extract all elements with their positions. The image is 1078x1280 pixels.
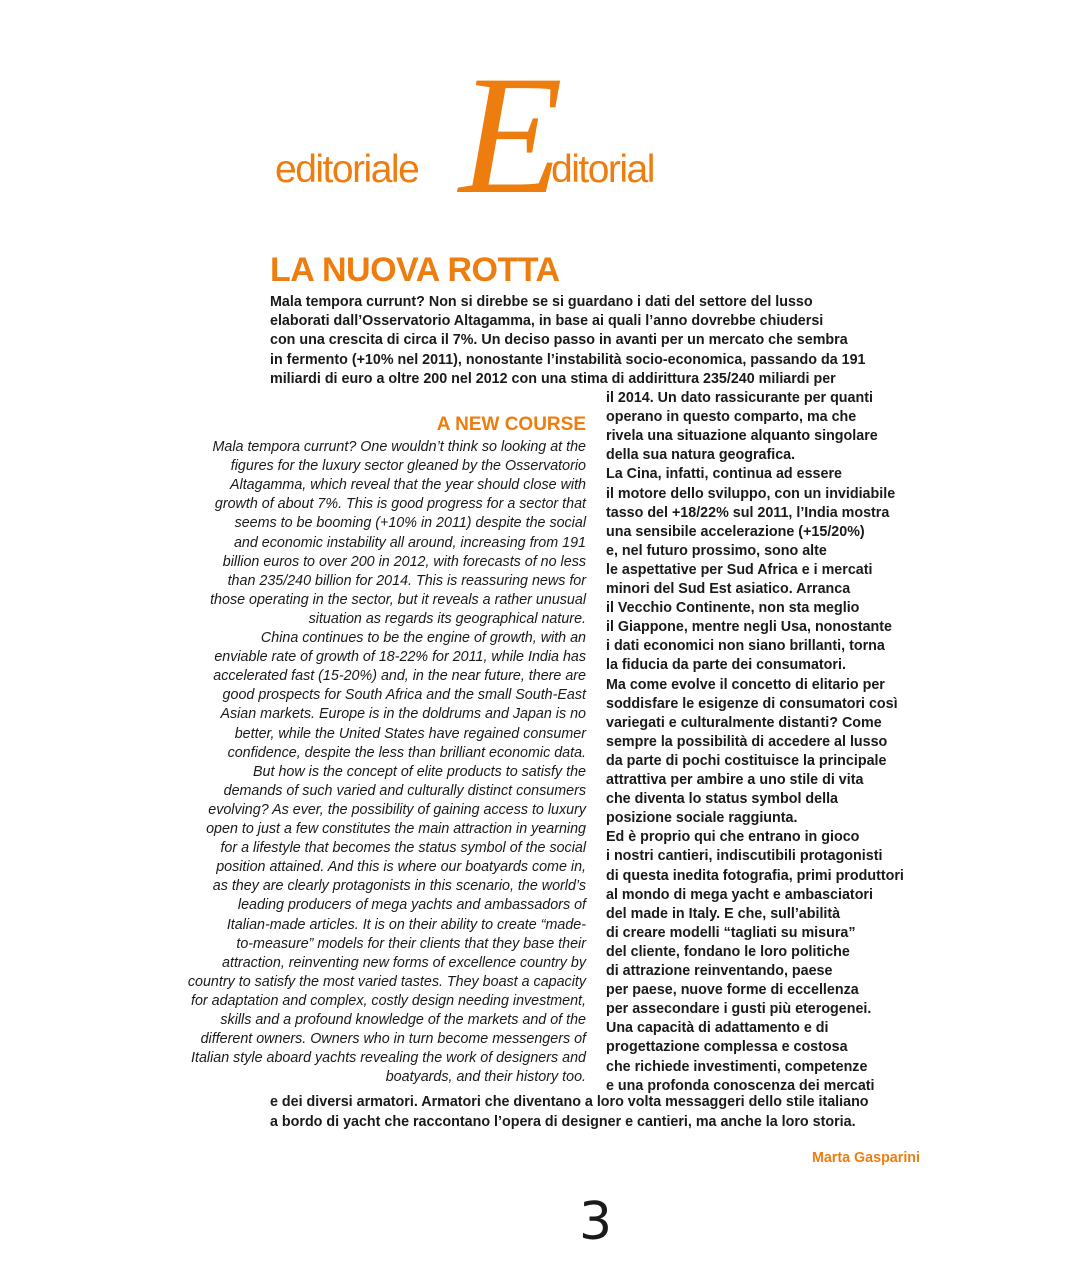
text-line: rivela una situazione alquanto singolare xyxy=(606,428,878,445)
text-line: per assecondare i gusti più eterogenei. xyxy=(606,1001,872,1018)
text-line: growth of about 7%. This is good progress for a sector that xyxy=(214,496,586,513)
text-line: e dei diversi armatori. Armatori che diventano a loro volta messaggeri dello stile italiano xyxy=(270,1094,869,1110)
text-line: attrattiva per ambire a uno stile di vita xyxy=(606,772,864,788)
header-word-editoriale: editoriale xyxy=(275,148,419,191)
text-line: la fiducia da parte dei consumatori. xyxy=(606,657,846,674)
text-line: a bordo di yacht che raccontano l’opera di designer e cantieri, ma anche la loro storia. xyxy=(270,1113,856,1130)
text-line: country to satisfy the most varied tastes. They boast a capacity xyxy=(187,973,586,990)
text-line: Mala tempora currunt? One wouldn’t think so looking at the xyxy=(212,439,586,455)
text-line: confidence, despite the less than brilliant economic data. xyxy=(227,744,586,761)
text-line: But how is the concept of elite products to satisfy the xyxy=(253,763,586,780)
text-line: il Vecchio Continente, non sta meglio xyxy=(606,600,860,617)
text-line: le aspettative per Sud Africa e i mercati xyxy=(606,561,873,578)
text-line: as they are clearly protagonists in this scenario, the world’s xyxy=(212,878,586,895)
text-line: della sua natura geografica. xyxy=(606,447,796,464)
text-line: sempre la possibilità di accedere al lusso xyxy=(606,733,888,750)
text-line: skills and a profound knowledge of the markets and of the xyxy=(220,1012,586,1028)
author-name: Marta Gasparini xyxy=(811,1150,920,1166)
text-line: variegati e culturalmente distanti? Come xyxy=(606,714,882,731)
text-line: miliardi di euro a oltre 200 nel 2012 con una stima di addirittura 235/240 miliardi per xyxy=(270,370,836,387)
text-line: to-measure” models for their clients that they base their xyxy=(236,935,586,952)
text-line: per paese, nuove forme di eccellenza xyxy=(606,982,859,999)
text-line: in fermento (+10% nel 2011), nonostante l’instabilità socio-economica, passando da 191 xyxy=(270,351,866,368)
text-line: accelerated fast (15-20%) and, in the near future, there are xyxy=(213,668,586,685)
text-line: Ma come evolve il concetto di elitario per xyxy=(606,676,885,693)
text-line: di questa inedita fotografia, primi produttori xyxy=(606,867,904,884)
text-line: minori del Sud Est asiatico. Arranca xyxy=(606,581,851,597)
text-line: e, nel futuro prossimo, sono alte xyxy=(606,542,827,559)
text-line: i dati economici non siano brillanti, torna xyxy=(606,638,885,655)
text-line: tasso del +18/22% sul 2011, l’India mostra xyxy=(606,504,890,521)
text-line: demands of such varied and culturally distinct consumers xyxy=(223,782,586,799)
text-line: and economic instability all around, increasing from 191 xyxy=(233,534,586,551)
text-line: evolving? As ever, the possibility of gaining access to luxury xyxy=(208,801,586,818)
text-line: elaborati dall’Osservatorio Altagamma, in base ai quali l’anno dovrebbe chiudersi xyxy=(270,313,824,330)
text-line: La Cina, infatti, continua ad essere xyxy=(606,466,842,483)
text-line: e una profonda conoscenza dei mercati xyxy=(606,1077,875,1094)
text-line: figures for the luxury sector gleaned by the Osservatorio xyxy=(230,458,586,475)
text-line: con una crescita di circa il 7%. Un deciso passo in avanti per un mercato che sembra xyxy=(270,332,848,349)
text-line: una sensibile accelerazione (+15/20%) xyxy=(606,523,865,540)
text-line: Mala tempora currunt? Non si direbbe se si guardano i dati del settore del lusso xyxy=(270,294,813,310)
text-line: enviable rate of growth of 18-22% for 2011, while India has xyxy=(214,649,586,666)
text-line: situation as regards its geographical nature. xyxy=(308,610,586,627)
text-line: seems to be booming (+10% in 2011) despite the social xyxy=(234,515,586,532)
text-line: better, while the United States have regained consumer xyxy=(234,725,586,742)
text-line: China continues to be the engine of growth, with an xyxy=(260,630,586,646)
text-line: Ed è proprio qui che entrano in gioco xyxy=(606,829,860,846)
text-line: progettazione complessa e costosa xyxy=(606,1039,848,1056)
header-word-ditorial: ditorial xyxy=(551,148,654,191)
text-line: da parte di pochi costituisce la principale xyxy=(606,752,887,769)
text-line: che diventa lo status symbol della xyxy=(606,791,838,808)
text-line: Altagamma, which reveal that the year should close with xyxy=(229,477,586,494)
text-line: di creare modelli “tagliati su misura” xyxy=(606,924,856,941)
text-line: i nostri cantieri, indiscutibili protagonisti xyxy=(606,848,883,865)
text-line: soddisfare le esigenze di consumatori così xyxy=(606,695,898,712)
text-line: del made in Italy. E che, sull’abilità xyxy=(606,905,841,922)
text-line: che richiede investimenti, competenze xyxy=(606,1058,868,1075)
text-line: Italian style aboard yachts revealing the work of designers and xyxy=(191,1050,586,1067)
text-line: Italian-made articles. It is on their ability to create “made- xyxy=(226,916,586,933)
text-line: posizione sociale raggiunta. xyxy=(606,810,798,827)
text-line: than 235/240 billion for 2014. This is reassuring news for xyxy=(227,572,586,589)
text-line: Una capacità di adattamento e di xyxy=(606,1020,829,1037)
text-line: operano in questo comparto, ma che xyxy=(606,409,857,426)
page-number: 3 xyxy=(579,1192,613,1252)
text-line: leading producers of mega yachts and ambassadors of xyxy=(237,897,586,914)
text-line: il motore dello sviluppo, con un invidiabile xyxy=(606,485,896,502)
text-line: al mondo di mega yacht e ambasciatori xyxy=(606,886,873,903)
text-line: di attrazione reinventando, paese xyxy=(606,963,833,979)
text-line: those operating in the sector, but it reveals a rather unusual xyxy=(210,591,586,608)
text-line: different owners. Owners who in turn become messengers of xyxy=(200,1031,586,1048)
text-line: boatyards, and their history too. xyxy=(385,1069,586,1086)
text-line: Asian markets. Europe is in the doldrums and Japan is no xyxy=(220,706,586,723)
text-line: open to just a few constitutes the main attraction in yearning xyxy=(206,821,586,837)
text-line: attraction, reinventing new forms of excellence country by xyxy=(222,954,586,971)
english-title: A NEW COURSE xyxy=(436,414,586,435)
text-line: for adaptation and complex, costly design needing investment, xyxy=(191,992,586,1009)
text-line: for a lifestyle that becomes the status symbol of the social xyxy=(220,840,586,857)
text-line: il 2014. Un dato rassicurante per quanti xyxy=(606,390,873,406)
text-line: il Giappone, mentre negli Usa, nonostante xyxy=(606,619,892,636)
text-line: del cliente, fondano le loro politiche xyxy=(606,943,850,960)
svg-text:E: E xyxy=(459,52,563,214)
text-line: good prospects for South Africa and the small South-East xyxy=(222,687,586,704)
article-title: LA NUOVA ROTTA xyxy=(270,251,560,289)
text-line: billion euros to over 200 in 2012, with forecasts of no less xyxy=(222,553,586,570)
text-line: position attained. And this is where our boatyards come in, xyxy=(216,859,586,876)
